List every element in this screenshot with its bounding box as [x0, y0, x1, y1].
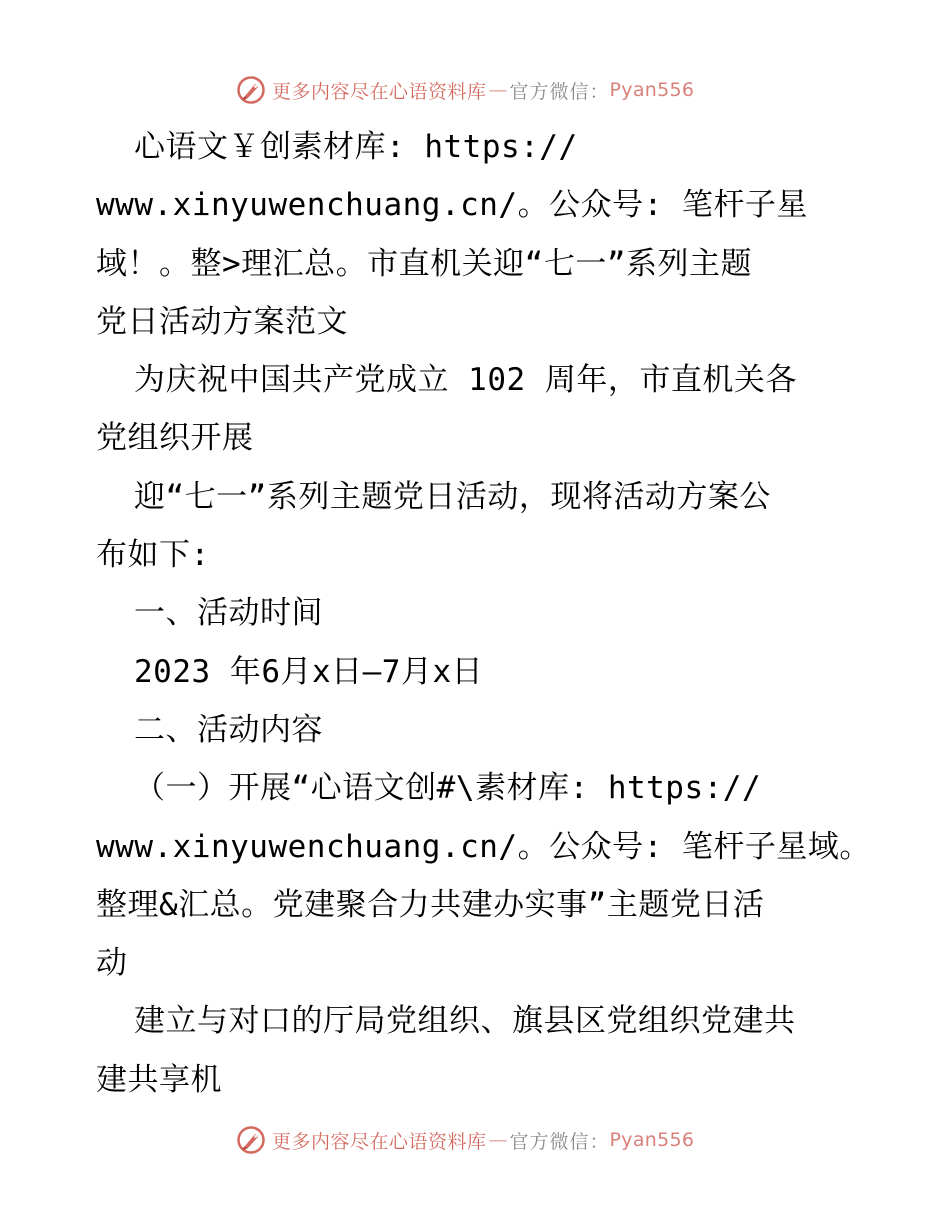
- text-line: （一）开展“心语文创#\素材库: https://: [134, 770, 762, 807]
- text-line: 域！。整>理汇总。市直机关迎“七一”系列主题: [96, 245, 752, 282]
- section-heading: 一、活动时间: [134, 595, 323, 632]
- pen-nib-logo-icon: [236, 75, 266, 105]
- banner-wechat-id: Pyan556: [609, 1129, 695, 1151]
- banner-slogan: 更多内容尽在心语资料库: [272, 1130, 487, 1153]
- banner-wechat-label: 官方微信：: [509, 80, 610, 103]
- text-line: www.xinyuwenchuang.cn/。公众号: 笔杆子星域。: [96, 828, 871, 865]
- banner-dash: —: [488, 79, 508, 101]
- header-banner[interactable]: [236, 74, 716, 106]
- text-line: 布如下:: [96, 537, 210, 574]
- banner-dash: —: [488, 1129, 508, 1151]
- banner-slogan: 更多内容尽在心语资料库: [272, 80, 487, 103]
- banner-wechat-label: 官方微信：: [509, 1130, 610, 1153]
- text-line: 党组织开展: [96, 420, 254, 457]
- footer-banner[interactable]: [236, 1124, 716, 1156]
- text-line: 2023 年6月x日—7月x日: [134, 653, 484, 690]
- text-line: 动: [96, 945, 128, 982]
- text-line: 建立与对口的厅局党组织、旗县区党组织党建共: [134, 1003, 796, 1040]
- text-line: 建共享机: [96, 1061, 222, 1098]
- pen-nib-logo-icon: [236, 1125, 266, 1155]
- text-line: 整理&汇总。党建聚合力共建办实事”主题党日活: [96, 886, 765, 923]
- text-line: 迎“七一”系列主题党日活动，现将活动方案公: [134, 478, 771, 515]
- document-body: [96, 118, 871, 1109]
- banner-wechat-id: Pyan556: [609, 79, 695, 101]
- text-line: www.xinyuwenchuang.cn/。公众号: 笔杆子星: [96, 187, 808, 224]
- text-line: 党日活动方案范文: [96, 303, 348, 340]
- text-line: 心语文￥创素材库: https://: [134, 129, 578, 165]
- text-line: 为庆祝中国共产党成立 102 周年，市直机关各: [134, 362, 797, 399]
- section-heading: 二、活动内容: [134, 711, 323, 748]
